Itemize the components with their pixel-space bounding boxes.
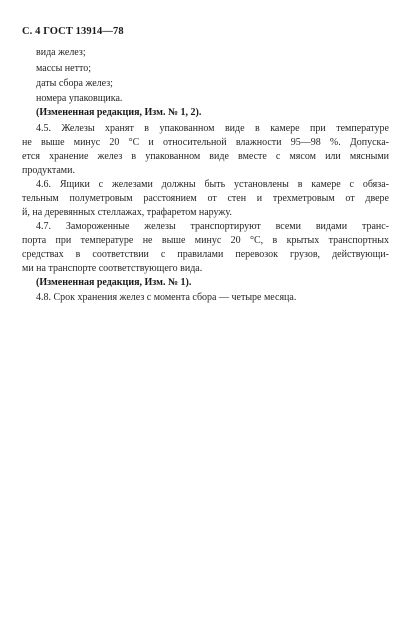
edition-note: (Измененная редакция, Изм. № 1). [36, 277, 192, 288]
paragraph-4-8: 4.8. Срок хранения желез с момента сбора — четыре месяца. [36, 292, 297, 303]
paragraph-4-7-line: 4.7. Замороженные железы транспортируют всеми видами транс- [36, 221, 389, 232]
edition-note: (Измененная редакция, Изм. № 1, 2). [36, 107, 202, 118]
paragraph-4-6-line: тельным полуметровым расстоянием от стен и трехметровым от двере [22, 193, 389, 204]
paragraph-4-5-line: ется хранение желез в упакованном виде вместе с мясом или мясными [22, 151, 389, 162]
paragraph-4-7-line: ми на транспорте соответствующего вида. [22, 263, 203, 274]
paragraph-4-6-line: й, на деревянных стеллажах, трафаретом наружу. [22, 207, 232, 218]
paragraph-4-5-line: не выше минус 20 °С и относительной влажности 95—98 %. Допуска- [22, 137, 389, 148]
paragraph-4-7-line: порта при температуре не выше минус 20 °С, в крытых транспортных [22, 235, 389, 246]
paragraph-4-7-line: средствах в соответствии с правилами перевозок грузов, действующи- [22, 249, 389, 260]
list-item-collection-date: даты сбора желез; [36, 78, 113, 89]
page-header: С. 4 ГОСТ 13914—78 [22, 26, 124, 37]
paragraph-4-5-line: 4.5. Железы хранят в упакованном виде в камере при температуре [36, 123, 389, 134]
list-item-net-mass: массы нетто; [36, 63, 91, 74]
list-item-type: вида желез; [36, 47, 86, 58]
paragraph-4-5-line: продуктами. [22, 165, 75, 176]
list-item-packer-number: номера упаковщика. [36, 93, 123, 104]
paragraph-4-6-line: 4.6. Ящики с железами должны быть установлены в камере с обяза- [36, 179, 389, 190]
